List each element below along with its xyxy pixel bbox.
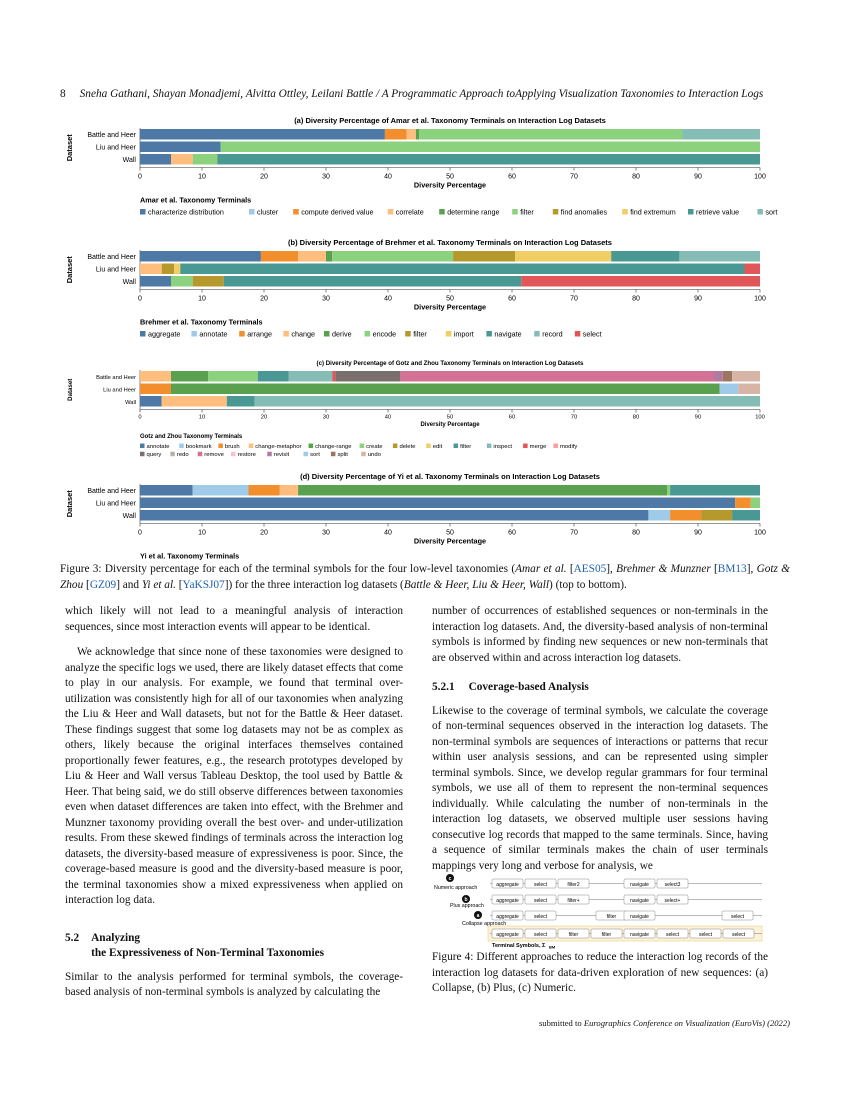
x-tick-label: 10	[198, 173, 206, 181]
terminal-label: select	[731, 931, 746, 938]
legend-swatch	[140, 444, 145, 449]
legend-label: arrange	[247, 329, 272, 339]
category-label: Liu and Heer	[95, 500, 136, 508]
x-tick-label: 50	[446, 529, 454, 537]
bar-segment	[670, 510, 701, 521]
bar-segment	[723, 371, 732, 382]
x-tick-label: 30	[322, 529, 330, 537]
terminal-label: select	[730, 913, 745, 920]
legend-swatch	[439, 209, 445, 215]
legend-swatch	[757, 209, 763, 215]
x-tick-label: 70	[570, 414, 578, 421]
legend-swatch	[534, 331, 540, 337]
terminal-label: filter+	[567, 897, 580, 904]
bar-segment	[679, 251, 760, 262]
legend-label: modify	[560, 444, 578, 451]
bar-segment	[208, 371, 258, 382]
legend-label: edit	[432, 444, 443, 451]
legend-swatch	[688, 209, 694, 215]
legend-swatch	[523, 444, 528, 449]
legend-label: record	[542, 329, 563, 339]
legend-label: cluster	[257, 207, 279, 217]
x-tick-label: 90	[694, 529, 702, 537]
chart-title: (a) Diversity Percentage of Amar et al. Taxonomy Terminals on Interaction Log Datasets	[294, 116, 606, 125]
bar-segment	[140, 510, 648, 521]
bar-segment	[732, 371, 760, 382]
legend-swatch	[486, 331, 492, 337]
category-label: Battle and Heer	[87, 487, 136, 495]
bar-segment	[162, 264, 174, 275]
legend-swatch	[331, 452, 336, 457]
legend-label: sort	[310, 452, 320, 459]
bar-segment	[140, 498, 735, 509]
figure-4-diagram	[432, 873, 768, 949]
bar-segment	[335, 371, 400, 382]
legend-swatch	[575, 331, 581, 337]
legend-label: navigate	[494, 329, 522, 339]
legend-swatch	[198, 452, 203, 457]
legend-label: find extremum	[630, 207, 676, 217]
x-tick-label: 80	[632, 529, 640, 537]
citation-link[interactable]: AES05	[573, 563, 607, 575]
x-tick-label: 30	[322, 173, 330, 181]
citation-link[interactable]: GZ09	[89, 578, 117, 591]
footer: submitted to Eurographics Conference on Visualization (EuroVis) (2022)	[538, 1018, 790, 1028]
legend-swatch	[393, 444, 398, 449]
bar-segment	[221, 142, 760, 153]
figure-4-caption: Figure 4: Different approaches to reduce the interaction log records of the interaction log datasets for data-driven exploration of new sequences: (a) Collapse, (b) Plus, (c) Numeric.	[432, 951, 768, 994]
x-tick-label: 80	[632, 295, 640, 303]
category-label: Battle and Heer	[96, 374, 136, 381]
x-tick-label: 50	[446, 173, 454, 181]
legend-label: restore	[237, 452, 256, 459]
legend-swatch	[454, 444, 459, 449]
bar-segment	[171, 371, 208, 382]
bar-segment	[400, 371, 713, 382]
category-label: Liu and Heer	[103, 387, 136, 394]
collapse-approach-label: Collapse approach	[462, 921, 507, 927]
x-axis-label: Diversity Percentage	[413, 302, 487, 312]
x-tick-label: 70	[570, 529, 578, 537]
x-axis-label: Diversity Percentage	[413, 180, 487, 190]
terminal-label: aggregate	[496, 913, 519, 920]
legend-label: filter	[413, 329, 427, 339]
legend-label: brush	[224, 444, 240, 451]
legend-swatch	[512, 209, 518, 215]
legend-swatch	[283, 331, 289, 337]
legend-swatch	[249, 209, 255, 215]
bar-segment	[332, 251, 453, 262]
legend-label: filter	[460, 444, 472, 451]
terminal-label: select	[533, 913, 548, 920]
bar-segment	[407, 129, 416, 140]
category-label: Wall	[122, 278, 136, 286]
terminal-label: navigate	[630, 913, 649, 920]
terminal-label: filter2	[567, 881, 580, 888]
legend-swatch	[218, 444, 223, 449]
x-tick-label: 30	[322, 295, 330, 303]
legend-swatch	[170, 452, 175, 457]
legend-label: change-range	[315, 444, 352, 451]
bar-segment	[258, 371, 289, 382]
terminal-label: filter	[568, 931, 579, 938]
x-tick-label: 60	[508, 529, 516, 537]
legend-label: create	[366, 444, 383, 451]
x-tick-label: 60	[508, 295, 516, 303]
bar-segment	[735, 498, 751, 509]
bar-segment	[385, 129, 407, 140]
bar-segment	[670, 485, 760, 496]
legend-swatch	[553, 209, 559, 215]
category-label: Wall	[122, 512, 136, 520]
legend-label: determine range	[447, 207, 500, 217]
bar-segment	[714, 371, 723, 382]
bar-segment	[140, 129, 385, 140]
x-tick-label: 20	[260, 414, 268, 421]
x-tick-label: 40	[384, 173, 392, 181]
bar-segment	[171, 154, 193, 165]
bar-segment	[326, 251, 332, 262]
x-tick-label: 50	[446, 295, 454, 303]
bar-segment	[289, 371, 332, 382]
y-axis-label: Dataset	[65, 256, 74, 284]
legend-swatch	[553, 444, 558, 449]
bar-segment	[171, 276, 193, 287]
legend-label: change-metaphor	[255, 444, 302, 451]
bar-segment	[140, 485, 193, 496]
bar-segment	[140, 154, 171, 165]
legend-swatch	[304, 452, 309, 457]
legend-swatch	[622, 209, 628, 215]
x-tick-label: 90	[694, 414, 702, 421]
legend-label: derive	[332, 329, 352, 339]
legend-swatch	[426, 444, 431, 449]
bar-segment	[648, 510, 670, 521]
bar-segment	[227, 396, 255, 407]
bar-segment	[720, 384, 739, 395]
bar-segment	[224, 276, 522, 287]
paragraph: Similar to the analysis performed for terminal symbols, the coverage-based analysis of non-terminal symbols is analyzed by calculating the	[65, 970, 403, 998]
legend-title: Gotz and Zhou Taxonomy Terminals	[140, 434, 243, 441]
y-axis-label: Dataset	[67, 378, 74, 401]
terminal-label: aggregate	[496, 931, 519, 938]
legend-swatch	[179, 444, 184, 449]
bar-segment	[521, 276, 760, 287]
bar-segment	[140, 396, 162, 407]
category-label: Wall	[122, 156, 136, 164]
legend-label: merge	[529, 444, 547, 451]
legend-swatch	[239, 331, 245, 337]
chart-3	[65, 472, 766, 560]
step-circle-label: a	[476, 912, 480, 919]
terminal-label: navigate	[630, 897, 649, 904]
bar-segment	[261, 251, 298, 262]
legend-label: redo	[176, 452, 189, 459]
bar-segment	[611, 251, 679, 262]
bar-segment	[174, 264, 180, 275]
legend-swatch	[249, 444, 254, 449]
y-axis-label: Dataset	[65, 490, 74, 518]
category-label: Battle and Heer	[87, 131, 136, 139]
x-tick-label: 100	[754, 529, 766, 537]
bar-segment	[140, 371, 171, 382]
legend-swatch	[365, 331, 371, 337]
section-heading-5-2: 5.2 Analyzing the Expressiveness of Non-Terminal Taxonomies	[65, 931, 324, 959]
legend-swatch	[293, 209, 299, 215]
x-tick-label: 80	[632, 414, 640, 421]
terminal-label: select	[533, 931, 548, 938]
bar-segment	[193, 154, 218, 165]
x-tick-label: 40	[384, 414, 392, 421]
x-tick-label: 0	[138, 529, 142, 537]
bar-segment	[667, 485, 670, 496]
x-axis-label: Diversity Percentage	[413, 536, 487, 546]
bar-segment	[255, 396, 760, 407]
legend-label: annotate	[146, 444, 170, 451]
bar-segment	[732, 510, 760, 521]
legend-label: annotate	[199, 329, 228, 339]
x-tick-label: 90	[694, 295, 702, 303]
legend-label: undo	[367, 452, 381, 459]
legend-label: characterize distribution	[148, 207, 224, 217]
category-label: Liu and Heer	[95, 144, 136, 152]
bar-segment	[193, 276, 224, 287]
x-tick-label: 100	[754, 173, 766, 181]
x-tick-label: 90	[694, 173, 702, 181]
chart-title: (c) Diversity Percentage of Gotz and Zhou Taxonomy Terminals on Interaction Log Datasets	[316, 360, 584, 367]
chart-2	[67, 360, 765, 458]
chart-title: (d) Diversity Percentage of Yi et al. Taxonomy Terminals on Interaction Log Datasets	[300, 472, 600, 481]
running-header	[60, 88, 790, 100]
legend-swatch	[140, 331, 146, 337]
bar-segment	[218, 154, 761, 165]
paragraph: which likely will not lead to a meaningful analysis of interaction sequences, since most interaction events will appear to be identical.	[65, 605, 403, 633]
legend-swatch	[487, 444, 492, 449]
bar-segment	[180, 264, 744, 275]
legend-swatch	[140, 209, 146, 215]
citation-link[interactable]: YaKSJ07	[182, 578, 225, 591]
legend-title: Brehmer et al. Taxonomy Terminals	[140, 317, 263, 327]
x-tick-label: 20	[260, 173, 268, 181]
bar-segment	[193, 485, 249, 496]
bar-segment	[140, 142, 221, 153]
x-tick-label: 50	[446, 414, 454, 421]
legend-label: correlate	[395, 207, 424, 217]
terminal-label: filter	[601, 931, 612, 938]
chart-0	[65, 116, 777, 217]
category-label: Wall	[125, 399, 136, 406]
terminal-label: select	[665, 931, 680, 938]
bar-segment	[738, 384, 760, 395]
bar-segment	[751, 498, 760, 509]
x-tick-label: 100	[754, 295, 766, 303]
bar-segment	[249, 485, 280, 496]
x-axis-label: Diversity Percentage	[420, 421, 480, 428]
legend-swatch	[361, 452, 366, 457]
x-tick-label: 0	[138, 173, 142, 181]
paragraph: We acknowledge that since none of these taxonomies were designed to analyze the specific logs we used, there are likely dataset effects that come to play in our analysis. For example, we found that terminal over-utilization was consistently high for all of our taxonomies when analyzing the Liu & Heer and Wall datasets, but not for the Battle & Heer dataset. These findings suggest that some log datasets may not be as complex as others, likely because the original interfaces themselves contained proportionally fewer features, e.g., the research prototypes developed by Liu & Heer and Wall versus Tableau Desktop, the tool used by Battle & Heer. That being said, we do still observe differences between taxonomies even when dataset differences are taken into effect, with the Brehmer and Munzner taxonomy providing overall the best over- and under-utilization results. From these skewed findings of terminals across the interaction log datasets, the diversity-based measure of expressiveness is poor. Since, the coverage-based measure is good and the diversity-based measure is poor, the terminal taxonomies show a mixed expressiveness when applied on interaction log data.	[65, 646, 403, 906]
bar-segment	[171, 384, 720, 395]
right-column	[432, 604, 768, 884]
legend-label: sort	[765, 207, 778, 217]
paragraph: number of occurrences of established sequences or non-terminals in the interaction log datasets. And, the diversity-based analysis of non-terminal symbols is informed by finding new sequences or new non-terminals that are observed within and across interaction log datasets.	[432, 605, 768, 664]
legend-label: delete	[399, 444, 416, 451]
bar-segment	[162, 396, 227, 407]
terminal-label: navigate	[630, 881, 649, 888]
bar-segment	[140, 251, 261, 262]
legend-swatch	[309, 444, 314, 449]
left-column	[65, 604, 403, 1011]
bar-segment	[419, 129, 683, 140]
legend-label: select	[582, 329, 602, 339]
figure-3-charts	[60, 112, 790, 560]
legend-swatch	[405, 331, 411, 337]
x-tick-label: 20	[260, 295, 268, 303]
terminal-label: select	[533, 897, 548, 904]
chart-1	[65, 238, 766, 339]
terminal-label: aggregate	[496, 897, 519, 904]
running-title: Sneha Gathani, Shayan Monadjemi, Alvitta Ottley, Leilani Battle / A Programmatic Approach toApplying Visualization Taxonomies to Interaction Logs	[79, 88, 764, 100]
step-circle-label: b	[464, 896, 468, 903]
paragraph: Likewise to the coverage of terminal symbols, we calculate the coverage of non-terminal sequences observed in the interaction log datasets. The non-terminal symbols are sequences of interactions or patterns that recur within user analysis sessions, and can be represented using simpler terminal symbols. Since, we develop regular grammars for four terminal symbols, we use all of them to represent the non-terminal sequences individually. While calculating the number of non-terminals in the interaction log datasets, we observed multiple user sessions having consecutive log records that mapped to the same terminals. Since, having a sequence of similar terminals makes the chain of user terminals mappings very long and verbose for analysis, we	[432, 704, 768, 872]
legend-label: inspect	[493, 444, 513, 451]
x-tick-label: 40	[384, 529, 392, 537]
legend-swatch	[191, 331, 197, 337]
bar-segment	[332, 371, 335, 382]
legend-label: find anomalies	[560, 207, 608, 217]
bar-segment	[140, 276, 171, 287]
subsection-heading-5-2-1: 5.2.1 Coverage-based Analysis	[432, 681, 589, 693]
legend-label: remove	[204, 452, 224, 459]
terminal-label: navigate	[630, 931, 649, 938]
terminal-label: select	[533, 881, 548, 888]
terminal-axis-label: Terminal Symbols, Σ	[492, 943, 546, 949]
legend-label: revisit	[273, 452, 290, 459]
x-tick-label: 60	[508, 414, 516, 421]
terminal-label: select	[698, 931, 713, 938]
terminal-axis-subscript: BM	[549, 944, 556, 949]
legend-label: aggregate	[148, 329, 181, 339]
legend-swatch	[388, 209, 394, 215]
page-number: 8	[60, 88, 66, 100]
legend-swatch	[267, 452, 272, 457]
terminal-label: select+	[664, 897, 681, 904]
legend-swatch	[446, 331, 452, 337]
x-tick-label: 70	[570, 173, 578, 181]
legend-label: retrieve value	[696, 207, 740, 217]
x-tick-label: 30	[322, 414, 330, 421]
bar-segment	[453, 251, 515, 262]
x-tick-label: 10	[198, 295, 206, 303]
bar-segment	[701, 510, 732, 521]
legend-title: Yi et al. Taxonomy Terminals	[140, 551, 240, 560]
legend-label: encode	[372, 329, 397, 339]
category-label: Battle and Heer	[87, 253, 136, 261]
bar-segment	[140, 384, 171, 395]
bar-segment	[298, 485, 667, 496]
x-tick-label: 40	[384, 295, 392, 303]
figure-3-caption: Figure 3: Diversity percentage for each of the terminal symbols for the four low-level taxonomies (Amar et al. [AES05], Brehmer & Munzner [BM13], Gotz & Zhou [GZ09] and Yi et al. [YaKSJ07]) for the three interaction log datasets (Battle & Heer, Liu & Heer, Wall) (top to bottom).	[60, 563, 790, 591]
x-tick-label: 70	[570, 295, 578, 303]
legend-swatch	[140, 452, 145, 457]
legend-label: split	[337, 452, 348, 459]
x-tick-label: 20	[260, 529, 268, 537]
x-tick-label: 80	[632, 173, 640, 181]
legend-swatch	[231, 452, 236, 457]
x-tick-label: 10	[198, 414, 206, 421]
legend-label: filter	[520, 207, 534, 217]
bar-segment	[745, 264, 761, 275]
chart-title: (b) Diversity Percentage of Brehmer et al. Taxonomy Terminals on Interaction Log Datasets	[288, 238, 612, 247]
legend-label: bookmark	[185, 444, 212, 451]
legend-label: import	[453, 329, 474, 339]
x-tick-label: 100	[755, 414, 765, 421]
legend-swatch	[360, 444, 365, 449]
legend-label: compute derived value	[301, 207, 374, 217]
x-tick-label: 0	[138, 414, 142, 421]
bar-segment	[416, 129, 419, 140]
legend-label: change	[291, 329, 315, 339]
terminal-label: aggregate	[496, 881, 519, 888]
plus-approach-label: Plus approach	[450, 903, 484, 909]
bar-segment	[683, 129, 761, 140]
terminal-label: filter	[606, 913, 617, 920]
legend-title: Amar et al. Taxonomy Terminals	[140, 195, 252, 205]
legend-swatch	[324, 331, 330, 337]
terminal-label: select3	[664, 881, 681, 888]
citation-link[interactable]: BM13	[717, 563, 747, 575]
bar-segment	[140, 264, 162, 275]
legend-label: query	[146, 452, 162, 459]
x-tick-label: 60	[508, 173, 516, 181]
bar-segment	[298, 251, 326, 262]
x-tick-label: 10	[198, 529, 206, 537]
x-tick-label: 0	[138, 295, 142, 303]
bar-segment	[515, 251, 611, 262]
y-axis-label: Dataset	[65, 134, 74, 162]
step-circle-label: c	[448, 875, 452, 882]
category-label: Liu and Heer	[95, 266, 136, 274]
numeric-approach-label: Numeric approach	[434, 885, 478, 891]
bar-segment	[280, 485, 299, 496]
